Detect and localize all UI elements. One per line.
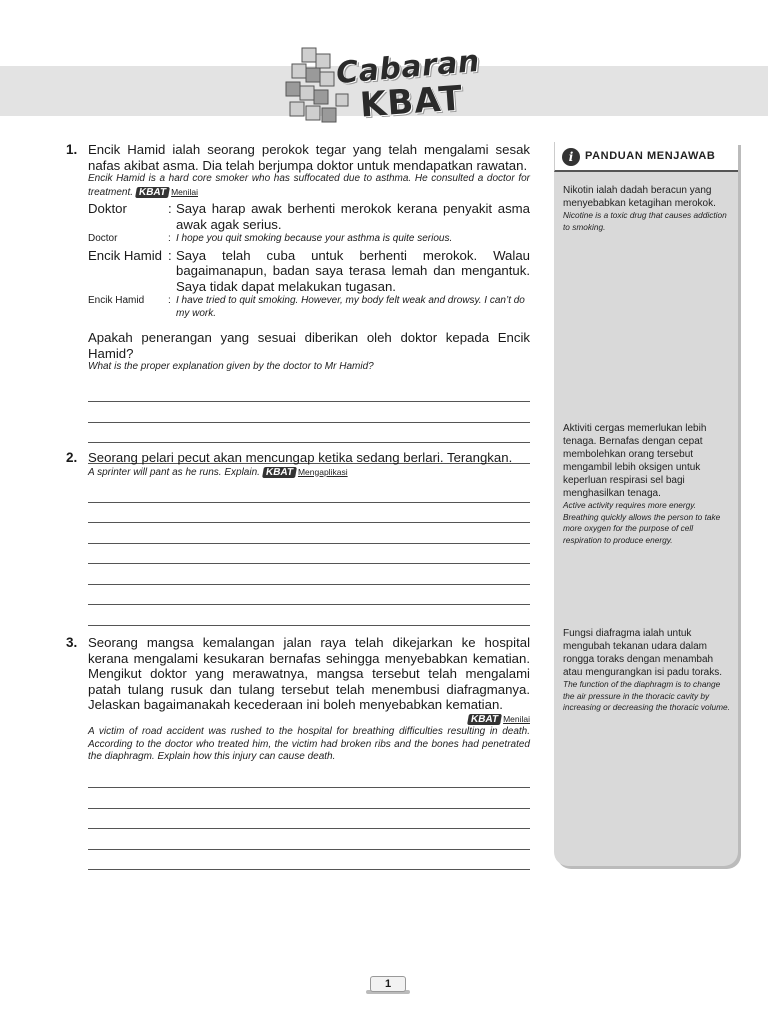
dialogue-line-english: Doctor : I hope you quit smoking because your asthma is quite serious.: [88, 233, 453, 244]
tip-text-english: Nicotine is a toxic drug that causes addiction to smoking.: [563, 210, 727, 232]
answer-line[interactable]: [88, 605, 530, 626]
question-number: 3.: [66, 635, 78, 650]
answer-line[interactable]: [88, 482, 530, 503]
kbat-badge: KBAT Menilai: [468, 713, 530, 727]
page-number-tab: [366, 976, 410, 996]
guidance-tip-1: [563, 184, 733, 233]
tip-text-malay: Fungsi diafragma ialah untuk mengubah tekanan udara dalam rongga toraks dengan menambah atau mengurangkan isi padu toraks.: [563, 628, 722, 678]
page-number: 1: [370, 976, 406, 992]
answer-line[interactable]: [88, 788, 530, 809]
answer-line[interactable]: [88, 809, 530, 830]
answer-line[interactable]: [88, 503, 530, 524]
cabaran-kbat-logo: [280, 44, 490, 130]
tip-text-malay: Aktiviti cergas memerlukan lebih tenaga. Bernafas dengan cepat membolehkan orang tersebut mengambil lebih oksigen untuk keperluan respirasi sel bagi menghasilkan tenaga.: [563, 423, 707, 499]
question-text-english: Encik Hamid is a hard core smoker who has suffocated due to asthma. He consulted a doctor for treatment. KBAT Menilai: [88, 173, 530, 198]
kbat-badge: KBAT Menilai: [136, 186, 198, 200]
answer-line[interactable]: [88, 544, 530, 565]
dialogue-line: Doktor : Saya harap awak berhenti merokok kerana penyakit asma awak agak serius.: [88, 201, 530, 232]
tip-text-english: The function of the diaphragm is to change the air pressure in the thoracic cavity by increasing or decreasing the thoracic volume.: [563, 679, 730, 712]
tip-text-malay: Nikotin ialah dadah beracun yang menyebabkan ketagihan merokok.: [563, 185, 716, 209]
answer-line[interactable]: [88, 402, 530, 423]
dialogue-line: Encik Hamid : Saya telah cuba untuk berhenti merokok. Walau bagaimanapun, badan saya terasa lemah dan mengantuk. Saya tidak dapat melakukan tugasan.: [88, 247, 530, 294]
answer-line[interactable]: [88, 423, 530, 444]
question-prompt-english: What is the proper explanation given by the doctor to Mr Hamid?: [88, 361, 374, 372]
tip-text-english: Active activity requires more energy. Breathing quickly allows the person to take more oxygen for the purpose of cell respiration to produce energy.: [563, 500, 721, 545]
logo-title-cabaran: Cabaran: [334, 43, 482, 92]
kbat-badge-row: [88, 713, 530, 727]
guidance-tip-2: [563, 422, 733, 546]
guidance-panel-header: [554, 142, 738, 172]
dialogue-line-english: Encik Hamid : I have tried to quit smoking. However, my body felt weak and drowsy. I can’t do my work.: [88, 295, 525, 319]
question-text-malay: Seorang pelari pecut akan mencungap ketika sedang berlari. Terangkan.: [88, 450, 513, 465]
question-number: 1.: [66, 142, 78, 157]
question-text-malay: Encik Hamid ialah seorang perokok tegar yang telah mengalami sesak nafas akibat asma. Dia telah berjumpa doktor untuk mendapatkan rawatan.: [88, 142, 530, 173]
question-text-english: A sprinter will pant as he runs. Explain. KBAT Mengaplikasi: [88, 466, 348, 478]
kbat-badge: KBAT Mengaplikasi: [263, 466, 348, 480]
guidance-panel: [554, 142, 738, 866]
question-prompt-malay: Apakah penerangan yang sesuai diberikan oleh doktor kepada Encik Hamid?: [88, 330, 530, 361]
answer-lines[interactable]: [88, 768, 530, 871]
question-3: [66, 635, 530, 870]
question-text-english: A victim of road accident was rushed to the hospital for breathing difficulties resulting in death. According to the doctor who treated him, the victim had broken ribs and the bones had penetrated the diaphragm. Explain how this injury can cause death.: [88, 726, 530, 762]
answer-line[interactable]: [88, 523, 530, 544]
guidance-tip-3: [563, 627, 733, 714]
info-icon: i: [562, 148, 580, 166]
answer-line[interactable]: [88, 585, 530, 606]
answer-line[interactable]: [88, 829, 530, 850]
question-text-malay: Seorang mangsa kemalangan jalan raya telah dikejarkan ke hospital kerana mengalami kesukaran bernafas sehingga menyebabkan kematian. Mengikut doktor yang merawatnya, mangsa tersebut telah mengalami patah tulang rusuk dan tulang tersebut telah menembusi diafragmanya. Jelaskan bagaimanakah kecederaan ini boleh menyebabkan kematian.: [88, 635, 530, 712]
answer-lines[interactable]: [88, 482, 530, 626]
logo-title-kbat: KBAT: [358, 78, 465, 126]
answer-line[interactable]: [88, 768, 530, 789]
answer-line[interactable]: [88, 850, 530, 871]
question-number: 2.: [66, 450, 78, 465]
question-2: [66, 450, 530, 626]
answer-line[interactable]: [88, 382, 530, 403]
answer-line[interactable]: [88, 564, 530, 585]
question-1: [66, 142, 530, 464]
guidance-panel-title: PANDUAN MENJAWAB: [585, 150, 716, 162]
